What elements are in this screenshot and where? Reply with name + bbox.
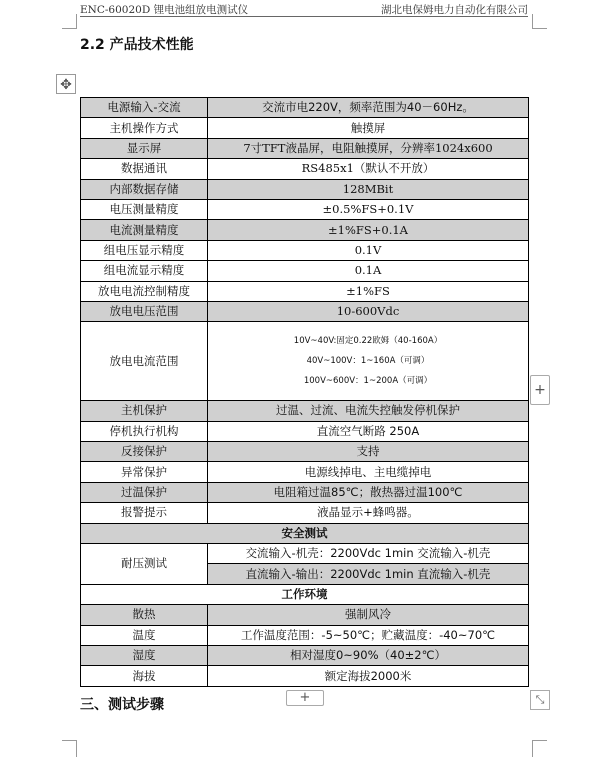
margin-corner-bottom-left [62,740,77,757]
row-value: 相对湿度0~90%（40±2℃） [208,645,529,665]
move-icon[interactable]: ✥ [56,74,76,94]
row-key: 海拔 [81,666,208,686]
table-row [81,301,529,321]
row-value: ±1%FS+0.1A [208,220,529,240]
table-row [81,482,529,502]
row-value: ±0.5%FS+0.1V [208,199,529,219]
table-row [81,401,529,421]
section-title: 2.2 产品技术性能 [80,37,194,53]
row-key: 放电电流范围 [81,322,208,401]
header-product: ENC-60020D 锂电池组放电测试仪 [80,4,249,16]
plus-icon[interactable]: + [286,690,324,706]
row-key: 反接保护 [81,442,208,462]
table-row [81,281,529,301]
row-key: 耐压测试 [81,544,208,585]
table-row [81,584,529,604]
row-key: 散热 [81,605,208,625]
row-key: 组电流显示精度 [81,261,208,281]
row-key: 组电压显示精度 [81,240,208,260]
row-value: 过温、过流、电流失控触发停机保护 [208,401,529,421]
section-heading: 三、测试步骤 [80,697,164,713]
row-value: 10-600Vdc [208,301,529,321]
table-row [81,179,529,199]
row-value: 直流空气断路 250A [208,421,529,441]
row-key: 放电电压范围 [81,301,208,321]
row-value: 128MBit [208,179,529,199]
row-key: 过温保护 [81,482,208,502]
row-key: 电流测量精度 [81,220,208,240]
table-row [81,645,529,665]
row-value: 工作温度范围：-5~50℃；贮藏温度：-40~70℃ [208,625,529,645]
table-row [81,199,529,219]
row-key: 显示屏 [81,138,208,158]
row-value: 支持 [208,442,529,462]
row-key: 湿度 [81,645,208,665]
row-value: 0.1V [208,240,529,260]
margin-corner-bottom-right [532,740,547,757]
table-row [81,322,529,401]
table-row [81,98,529,118]
row-key: 主机保护 [81,401,208,421]
row-value: 强制风冷 [208,605,529,625]
row-value: 直流输入-输出：2200Vdc 1min 直流输入-机壳 [208,564,529,584]
table-row [81,220,529,240]
row-value: 交流输入-机壳：2200Vdc 1min 交流输入-机壳 [208,544,529,564]
row-value: 电源线掉电、主电缆掉电 [208,462,529,482]
row-value: 7寸TFT液晶屏，电阻触摸屏，分辨率1024x600 [208,138,529,158]
current-range-cell [208,322,529,401]
table-row [81,261,529,281]
range-line: 10V~40V:固定0.22欧姆（40-160A） [293,336,443,347]
row-value: ±1%FS [208,281,529,301]
row-value: 电阻箱过温85℃；散热器过温100℃ [208,482,529,502]
header-company: 湖北电保姆电力自动化有限公司 [381,4,528,16]
table-row [81,605,529,625]
table-row [81,118,529,138]
table-row [81,666,529,686]
row-key: 电压测量精度 [81,199,208,219]
safety-title: 安全测试 [81,523,529,543]
row-key: 主机操作方式 [81,118,208,138]
range-line: 40V~100V：1~160A（可调） [306,356,430,367]
table-row [81,421,529,441]
table-row [81,503,529,523]
table-row [81,625,529,645]
margin-corner-top-right [532,14,547,29]
table-row [81,523,529,543]
range-line: 100V~600V：1~200A（可调） [303,376,433,387]
row-value: 交流市电220V，频率范围为40－60Hz。 [208,98,529,118]
row-key: 异常保护 [81,462,208,482]
page-header [80,2,528,17]
row-key: 温度 [81,625,208,645]
row-key: 放电电流控制精度 [81,281,208,301]
spec-table [80,97,529,687]
margin-corner-top-left [62,14,77,29]
row-value: 0.1A [208,261,529,281]
row-key: 停机执行机构 [81,421,208,441]
row-key: 数据通讯 [81,159,208,179]
row-key: 电源输入-交流 [81,98,208,118]
row-key: 内部数据存储 [81,179,208,199]
row-value: 额定海拔2000米 [208,666,529,686]
row-value: RS485x1（默认不开放） [208,159,529,179]
plus-icon[interactable]: + [530,375,550,405]
row-key: 报警提示 [81,503,208,523]
env-title: 工作环境 [81,584,529,604]
table-row [81,544,529,564]
table-row [81,442,529,462]
row-value: 液晶显示+蜂鸣器。 [208,503,529,523]
resize-icon[interactable]: ⤡ [530,690,550,710]
table-row [81,138,529,158]
row-value: 触摸屏 [208,118,529,138]
table-row [81,159,529,179]
table-row [81,462,529,482]
table-row [81,240,529,260]
